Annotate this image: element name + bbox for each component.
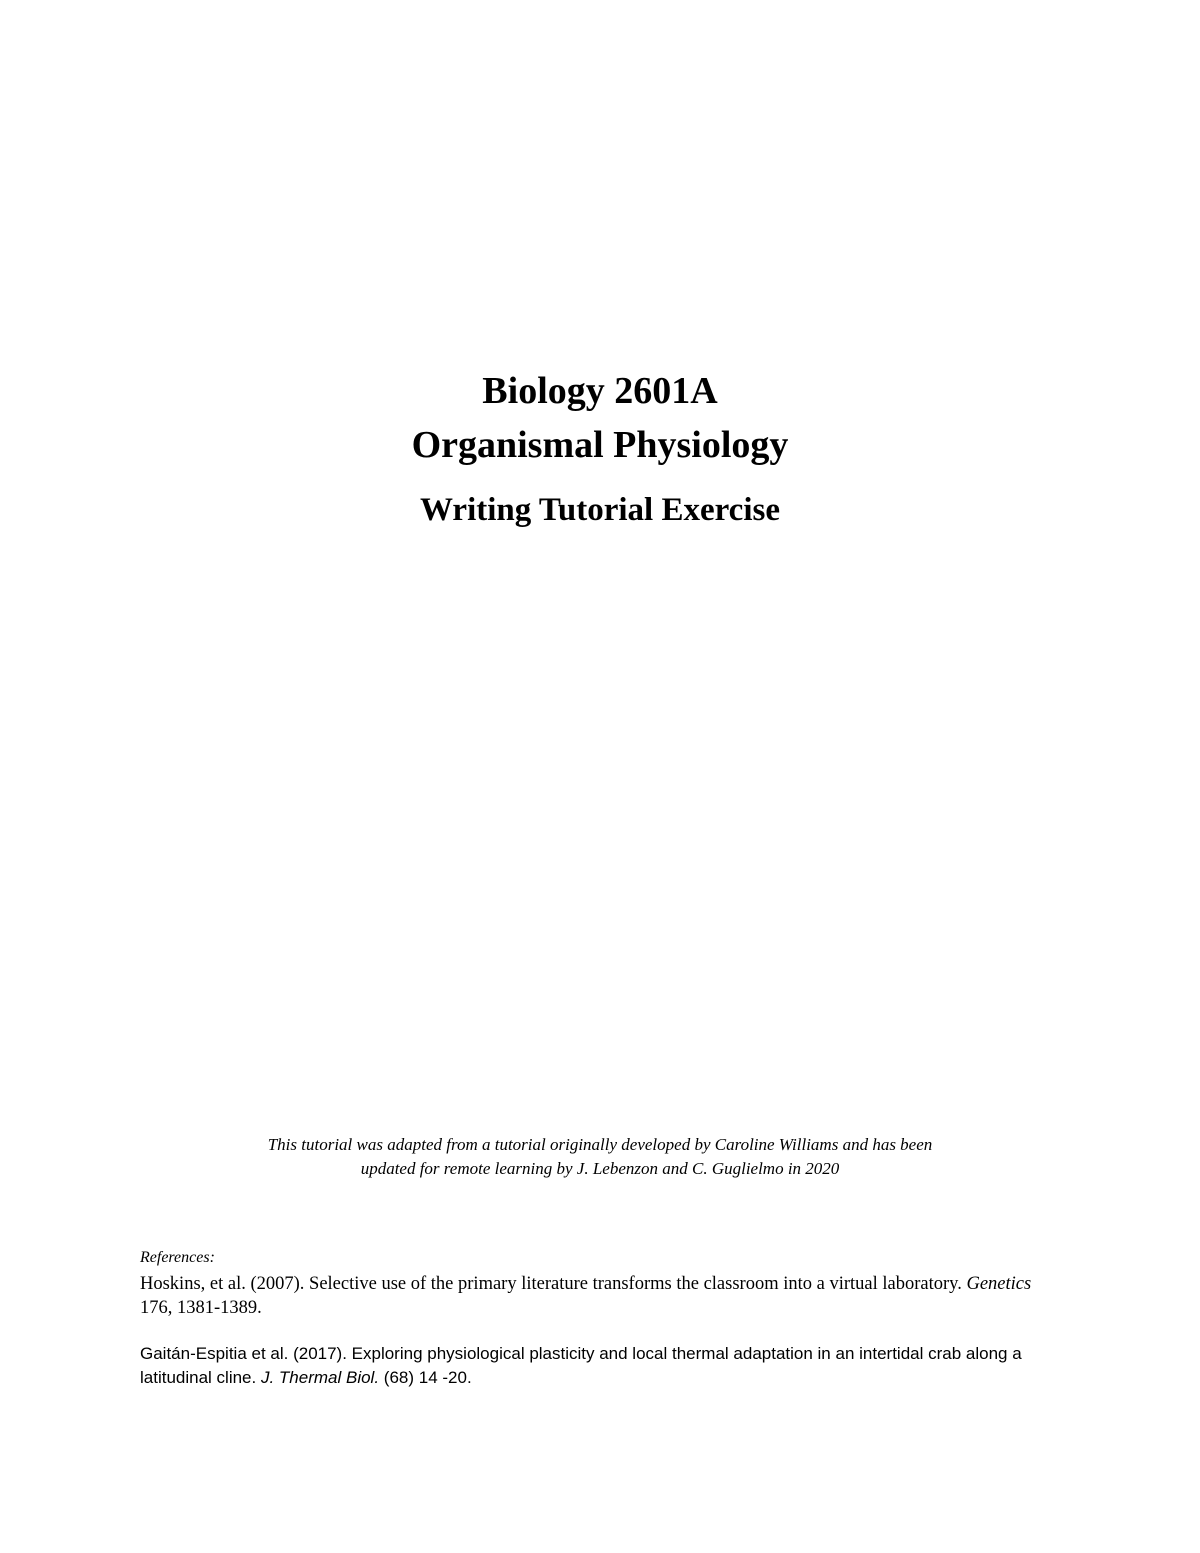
- reference-citation: 176, 1381-1389.: [140, 1298, 262, 1318]
- reference-journal: Genetics: [966, 1274, 1032, 1294]
- reference-text: Gaitán-Espitia et al. (2017). Exploring physiological plasticity and local thermal adaptation in an intertidal crab along a latitudinal cline.: [140, 1344, 1022, 1387]
- credit-line-1: This tutorial was adapted from a tutorial originally developed by Caroline Williams and has been: [267, 1135, 933, 1154]
- references-section: [140, 1246, 1040, 1390]
- reference-item: [140, 1342, 1040, 1390]
- reference-text: Hoskins, et al. (2007). Selective use of the primary literature transforms the classroom into a virtual laboratory.: [140, 1274, 967, 1294]
- references-heading: References:: [140, 1249, 215, 1266]
- reference-item: [140, 1272, 1040, 1320]
- document-subtitle: Writing Tutorial Exercise: [420, 492, 780, 528]
- reference-journal: J. Thermal Biol.: [260, 1368, 380, 1387]
- course-name-heading: Organismal Physiology: [411, 424, 789, 466]
- credit-line-2: updated for remote learning by J. Lebenzon and C. Guglielmo in 2020: [360, 1159, 840, 1178]
- reference-citation: (68) 14 -20.: [379, 1368, 472, 1387]
- course-code-heading: Biology 2601A: [482, 370, 718, 412]
- credit-note: [140, 1133, 1060, 1181]
